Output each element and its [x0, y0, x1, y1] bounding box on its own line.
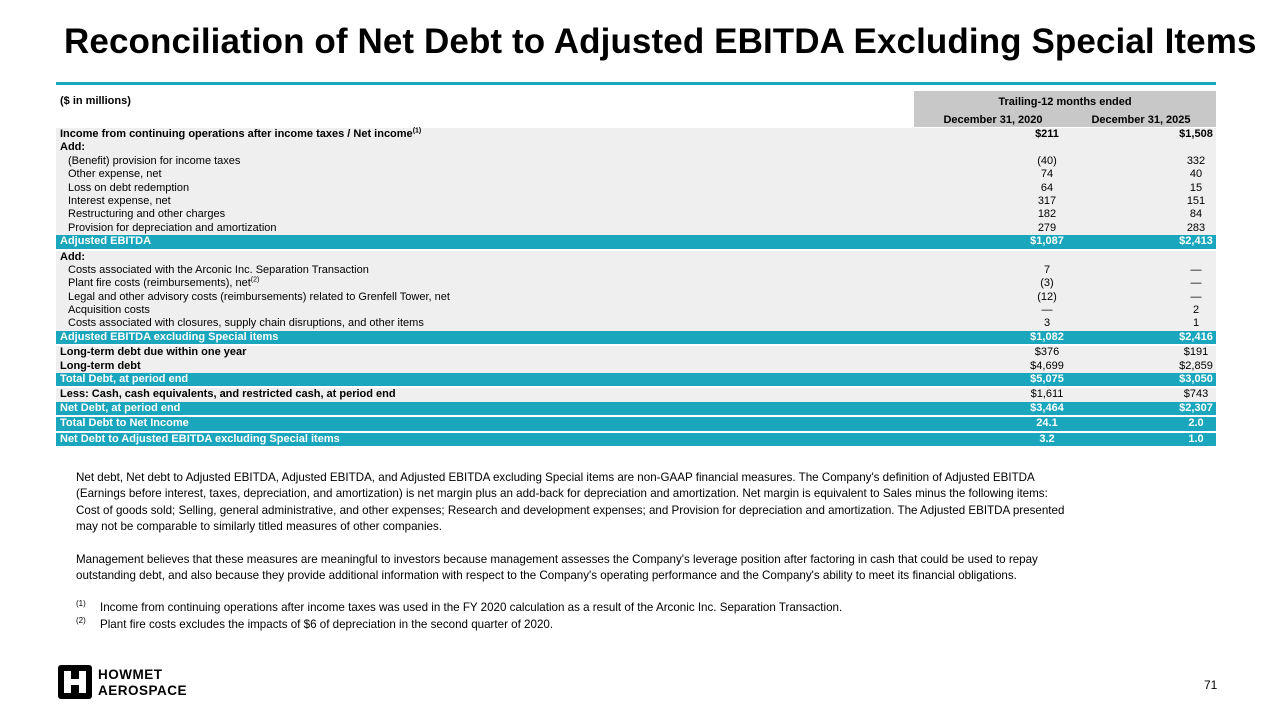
table-row — [56, 128, 1216, 141]
row-label: Add: — [60, 141, 86, 154]
value-2025: $2,307 — [1179, 401, 1213, 414]
table-row — [56, 208, 1216, 221]
row-label: Long-term debt due within one year — [60, 346, 247, 359]
column-header-2020: December 31, 2020 — [943, 114, 1043, 126]
footnote-text: Plant fire costs excludes the impacts of $6 of depreciation in the second quarter of 2020. — [100, 617, 554, 631]
value-2020: 3 — [1043, 317, 1051, 330]
row-label: Costs associated with closures, supply chain disruptions, and other items — [68, 317, 424, 330]
value-2025: $191 — [1183, 346, 1209, 359]
footnote-2 — [76, 617, 1066, 633]
note-paragraph: Net debt, Net debt to Adjusted EBITDA, Adjusted EBITDA, and Adjusted EBITDA excluding Special items are non-GAAP financial measures. The Company's definition of Adjusted EBITDA (Earnings before interest, taxes, depreciation, and amortization) is net margin plus an add-back for depreciation and amortization. Net margin is equivalent to Sales minus the following items: Cost of goods sold; Selling, general administrative, and other expenses; Research and development expenses; and Provision for depreciation and amortization. The Adjusted EBITDA presented may not be comparable to similarly titled measures of other companies. — [76, 471, 1065, 534]
value-2020: $1,611 — [1030, 388, 1064, 401]
logo-text-howmet: HOWMET — [98, 667, 163, 682]
row-label: Net Debt, at period end — [60, 401, 181, 414]
row-label: Adjusted EBITDA excluding Special items — [60, 330, 279, 343]
howmet-logo-icon — [58, 665, 92, 699]
value-2020: 3.2 — [1039, 432, 1055, 445]
value-2025: 15 — [1189, 181, 1203, 194]
title-divider — [56, 82, 1216, 85]
table-row — [56, 346, 1216, 359]
value-2020: 317 — [1037, 194, 1057, 207]
row-label: Net Debt to Adjusted EBITDA excluding Special items — [60, 432, 340, 445]
table-row — [56, 277, 1216, 290]
table-row — [56, 195, 1216, 208]
table-row — [56, 360, 1216, 373]
table-row — [56, 304, 1216, 317]
table-row — [56, 182, 1216, 195]
value-2025: 1 — [1192, 317, 1200, 330]
page-title: Reconciliation of Net Debt to Adjusted EBITDA Excluding Special Items — [64, 22, 1257, 61]
footnote-text: Income from continuing operations after income taxes was used in the FY 2020 calculation as a result of the Arconic Inc. Separation Transaction. — [100, 601, 843, 615]
table-row — [56, 155, 1216, 168]
subtotal-row-adjusted-ebitda-excl-special — [56, 331, 1216, 344]
value-2020: $4,699 — [1030, 359, 1064, 372]
row-label: Costs associated with the Arconic Inc. Separation Transaction — [68, 263, 369, 276]
value-2020: 7 — [1043, 263, 1051, 276]
value-2020: (40) — [1037, 154, 1057, 167]
value-2025: $1,508 — [1179, 128, 1213, 140]
value-2025: — — [1190, 290, 1202, 303]
value-2025: 2.0 — [1188, 417, 1204, 430]
value-2020: $3,464 — [1030, 401, 1064, 414]
row-label: (Benefit) provision for income taxes — [68, 154, 241, 167]
footnote-marker: (1) — [76, 599, 86, 609]
value-2025: 2 — [1192, 304, 1200, 317]
value-2025: 40 — [1189, 168, 1203, 181]
value-2020: $211 — [1035, 128, 1059, 140]
value-2025: $743 — [1183, 388, 1209, 401]
footnote-marker: (2) — [76, 615, 86, 625]
value-2025: 1.0 — [1188, 432, 1204, 445]
value-2020: 182 — [1037, 208, 1057, 221]
reconciliation-table — [56, 128, 1216, 446]
value-2020: 279 — [1037, 221, 1057, 234]
period-header: Trailing-12 months ended — [998, 96, 1132, 108]
footnote-ref: (2) — [250, 276, 260, 284]
table-row — [56, 141, 1216, 154]
value-2020: 64 — [1040, 181, 1054, 194]
column-header-2025: December 31, 2025 — [1091, 114, 1191, 126]
notes-section — [76, 470, 1066, 633]
row-label: Less: Cash, cash equivalents, and restricted cash, at period end — [60, 388, 396, 401]
table-row — [56, 291, 1216, 304]
row-label: Other expense, net — [68, 168, 162, 181]
value-2020: (12) — [1037, 290, 1057, 303]
value-2025: $2,859 — [1179, 359, 1213, 372]
row-label: Adjusted EBITDA — [60, 235, 152, 248]
value-2020: $1,087 — [1030, 235, 1064, 248]
row-label: Loss on debt redemption — [68, 181, 190, 194]
company-logo — [58, 665, 198, 699]
row-label: Acquisition costs — [68, 304, 150, 317]
value-2020: $1,082 — [1030, 330, 1064, 343]
ratio-row-net-debt-to-adjusted-ebitda — [56, 433, 1216, 446]
row-label: Legal and other advisory costs (reimbursements) related to Grenfell Tower, net — [68, 290, 450, 303]
value-2025: 84 — [1189, 208, 1203, 221]
ratio-row-total-debt-to-net-income — [56, 417, 1216, 430]
row-label: Income from continuing operations after income taxes / Net income$^{(1)}$ — [60, 127, 422, 140]
value-2025: $2,416 — [1179, 330, 1213, 343]
subtotal-row-total-debt — [56, 373, 1216, 386]
row-label: Long-term debt — [60, 359, 141, 372]
page-number: 71 — [1204, 678, 1218, 692]
value-2025: $2,413 — [1179, 235, 1213, 248]
value-2025: — — [1190, 277, 1202, 290]
value-2020: 74 — [1040, 168, 1054, 181]
row-label: Plant fire costs (reimbursements), net$^{(2)}$ — [68, 276, 260, 290]
value-2025: $3,050 — [1179, 373, 1213, 386]
row-label: Provision for depreciation and amortization — [68, 221, 277, 234]
row-label: Total Debt to Net Income — [60, 417, 189, 430]
value-2020: — — [1041, 304, 1053, 317]
table-row — [56, 264, 1216, 277]
value-2025: 283 — [1186, 221, 1206, 234]
subtotal-row-net-debt — [56, 402, 1216, 415]
row-label: Interest expense, net — [68, 194, 171, 207]
footnote-ref: (1) — [412, 127, 422, 135]
units-label: ($ in millions) — [60, 95, 131, 107]
value-2025: 151 — [1186, 194, 1206, 207]
row-label: Total Debt, at period end — [60, 373, 189, 386]
logo-text-aerospace: AEROSPACE — [98, 683, 188, 698]
table-row — [56, 251, 1216, 264]
footnote-1 — [76, 600, 1066, 616]
subtotal-row-adjusted-ebitda — [56, 235, 1216, 248]
value-2025: 332 — [1186, 154, 1206, 167]
value-2020: $5,075 — [1030, 373, 1064, 386]
row-label: Restructuring and other charges — [68, 208, 226, 221]
value-2020: (3) — [1040, 277, 1054, 290]
row-label: Add: — [60, 250, 86, 263]
value-2020: 24.1 — [1036, 417, 1058, 430]
table-row — [56, 388, 1216, 401]
table-row — [56, 222, 1216, 235]
value-2025: — — [1190, 263, 1202, 276]
table-row — [56, 317, 1216, 330]
table-row — [56, 168, 1216, 181]
value-2020: $376 — [1034, 346, 1060, 359]
note-paragraph: Management believes that these measures are meaningful to investors because management assesses the Company's leverage position after factoring in cash that could be used to repay outstanding debt, and also because they provide additional information with respect to the Company's operating performance and the Company's ability to meet its financial obligations. — [76, 552, 1038, 583]
